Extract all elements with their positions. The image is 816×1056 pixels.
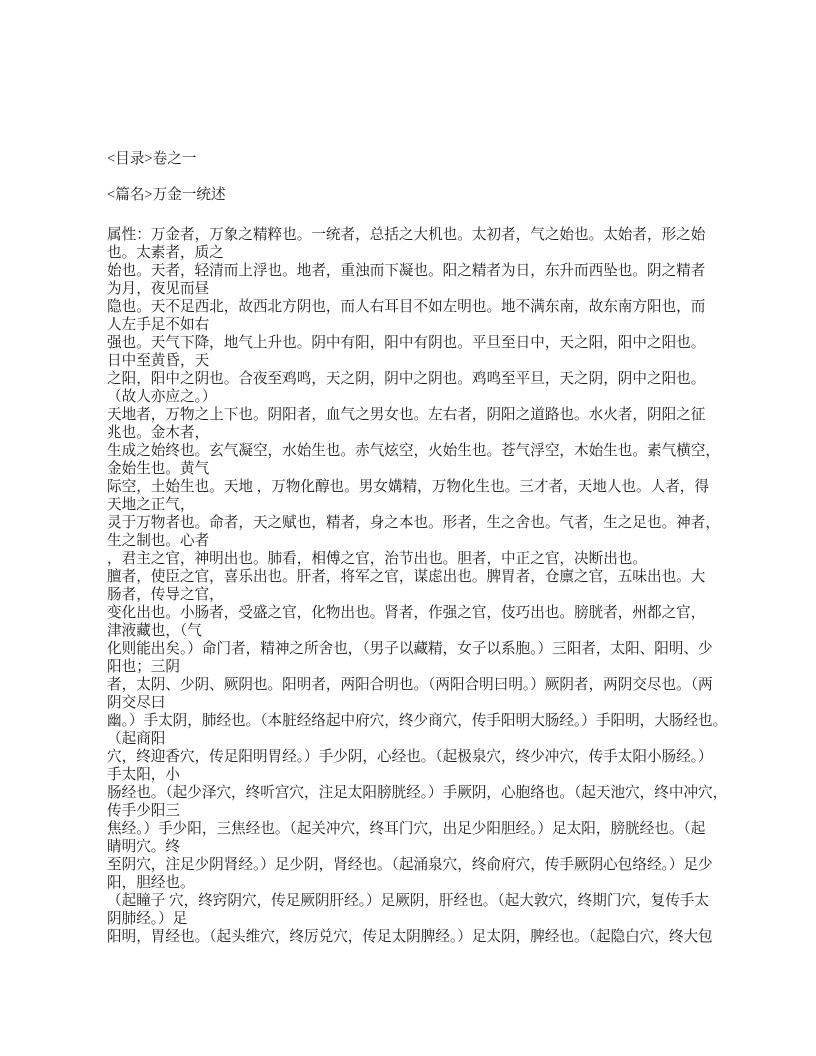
text-line: 阴肺经。）足 bbox=[107, 911, 188, 927]
text-line: （起瞳子 穴，终窍阴穴，传足厥阴肝经。）足厥阴，肝经也。（起大敦穴，终期门穴，复传手太 bbox=[107, 893, 709, 909]
text-line: 兆也。金木者， bbox=[107, 425, 210, 441]
text-line: 睛明穴。终 bbox=[107, 839, 180, 855]
text-line: 天地者，万物之上下也。阴阳者，血气之男女也。左右者，阴阳之道路也。水火者，阴阳之征 bbox=[107, 407, 706, 423]
section-title-heading: <篇名>万金一统述 bbox=[107, 187, 226, 203]
text-line: 生成之始终也。玄气凝空，水始生也。赤气炫空，火始生也。苍气浮空，木始生也。素气横空， bbox=[107, 443, 720, 459]
text-line: （故人亦应之。） bbox=[107, 389, 217, 405]
text-line: 手太阳，小 bbox=[107, 767, 180, 783]
text-line: 之阳，阳中之阴也。合夜至鸡鸣，天之阴，阴中之阴也。鸡鸣至平旦，天之阴，阴中之阳也。 bbox=[107, 371, 706, 387]
text-line: 日中至黄昏，天 bbox=[107, 353, 210, 369]
text-line: 始也。天者，轻清而上浮也。地者，重浊而下凝也。阳之精者为日，东升而西坠也。阴之精者 bbox=[107, 263, 706, 279]
text-line: 变化出也。小肠者，受盛之官，化物出也。肾者，作强之官，伎巧出也。膀胱者，州都之官， bbox=[107, 605, 706, 621]
toc-heading: <目录>卷之一 bbox=[107, 151, 197, 167]
text-line: 为月，夜见而昼 bbox=[107, 281, 210, 297]
text-content bbox=[107, 150, 767, 946]
text-line: 焦经。）手少阳，三焦经也。（起关冲穴，终耳门穴，出足少阳胆经。）足太阳，膀胱经也。（起 bbox=[107, 821, 706, 837]
text-line: 至阴穴，注足少阴肾经。）足少阴，肾经也。（起涌泉穴，终俞府穴，传手厥阴心包络经。）足少 bbox=[107, 857, 713, 873]
text-line: 强也。天气下降，地气上升也。阴中有阳，阳中有阴也。平旦至日中，天之阳，阳中之阳也。 bbox=[107, 335, 706, 351]
text-line: （起商阳 bbox=[107, 731, 166, 747]
body-text bbox=[107, 226, 767, 946]
text-line: 肠经也。（起少泽穴，终听宫穴，注足太阳膀胱经。）手厥阴，心胞络也。（起天池穴，终中冲穴， bbox=[107, 785, 728, 801]
text-line: 人左手足不如右 bbox=[107, 317, 210, 333]
text-line: ，君主之官，神明出也。肺看，相傅之官，治节出也。胆者，中正之官，决断出也。 bbox=[107, 551, 647, 567]
text-line: 阳，胆经也。 bbox=[107, 875, 195, 891]
text-line: 肠者，传导之官， bbox=[107, 587, 224, 603]
text-line: 膻者，使臣之官，喜乐出也。肝者，将军之官，谋虑出也。脾胃者，仓廪之官，五味出也。大 bbox=[107, 569, 706, 585]
text-line: 传手少阳三 bbox=[107, 803, 180, 819]
text-line: 幽。）手太阴，肺经也。（本脏经络起中府穴，终少商穴，传手阳明大肠经。）手阳明，大肠经也。 bbox=[107, 713, 728, 729]
text-line: 也。太素者，质之 bbox=[107, 245, 224, 261]
text-line: 生之制也。心者 bbox=[107, 533, 210, 549]
text-line: 阳明，胃经也。（起头维穴，终厉兑穴，传足太阴脾经。）足太阴，脾经也。（起隐白穴，终大包 bbox=[107, 929, 713, 945]
text-line: 际空，土始生也。天地 ，万物化醇也。男女媾精，万物化生也。三才者，天地人也。人者，得 bbox=[107, 479, 709, 495]
text-line: 属性：万金者，万象之精粹也。一统者，总括之大机也。太初者，气之始也。太始者，形之始 bbox=[107, 227, 706, 243]
text-line: 阴交尽曰 bbox=[107, 695, 166, 711]
text-line: 穴，终迎香穴，传足阳明胃经。）手少阴，心经也。（起极泉穴，终少冲穴，传手太阳小肠经。） bbox=[107, 749, 713, 765]
text-line: 天地之正气， bbox=[107, 497, 195, 513]
text-line: 隐也。天不足西北，故西北方阴也，而人右耳目不如左明也。地不满东南，故东南方阳也，而 bbox=[107, 299, 706, 315]
text-line: 化则能出矣。）命门者，精神之所舍也，（男子以藏精，女子以系胞。）三阳者，太阳、阳明、少 bbox=[107, 641, 713, 657]
text-line: 津液藏也，（气 bbox=[107, 623, 202, 639]
text-line: 金始生也。黄气 bbox=[107, 461, 210, 477]
text-line: 阳也；三阴 bbox=[107, 659, 180, 675]
text-line: 灵于万物者也。命者，天之赋也，精者，身之本也。形者，生之舍也。气者，生之足也。神者， bbox=[107, 515, 720, 531]
text-line: 者，太阴、少阴、厥阴也。阳明者，两阳合明也。（两阳合明曰明。）厥阴者，两阴交尽也。（两 bbox=[107, 677, 713, 693]
